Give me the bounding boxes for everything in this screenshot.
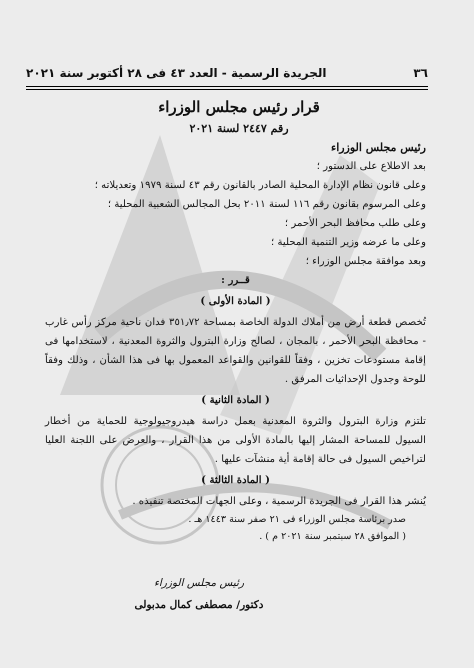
header-rule-thin [26, 89, 428, 90]
signature-role: رئيس مجلس الوزراء [153, 577, 245, 589]
decided-heading: قــرر : [221, 274, 250, 286]
preamble-line: وعلى طلب محافظ البحر الأحمر ؛ [284, 218, 426, 229]
signature-block [124, 572, 274, 616]
preamble-issuer: رئيس مجلس الوزراء [331, 141, 426, 154]
preamble-line: وعلى قانون نظام الإدارة المحلية الصادر بالقانون رقم ٤٣ لسنة ١٩٧٩ وتعديلاته ؛ [94, 180, 426, 191]
header-rule [26, 86, 428, 87]
decree-number: رقم ٢٤٤٧ لسنة ٢٠٢١ [189, 122, 289, 135]
issue-date-gregorian: ( الموافق ٢٨ سبتمبر سنة ٢٠٢١ م ) . [259, 531, 406, 542]
article-heading: ( المادة الثالثة ) [201, 474, 270, 486]
decree-title: قرار رئيس مجلس الوزراء [158, 98, 320, 116]
article-text: يُنشر هذا القرار فى الجريدة الرسمية ، وعلى الجهات المختصة تنفيذه . [132, 496, 426, 507]
preamble-line: وعلى المرسوم بقانون رقم ١١٦ لسنة ٢٠١١ بحل المجالس الشعبية المحلية ؛ [107, 199, 426, 210]
preamble-line: وعلى ما عرضه وزير التنمية المحلية ؛ [270, 237, 426, 248]
page-number: ٣٦ [413, 66, 428, 80]
preamble-line: وبعد موافقة مجلس الوزراء ؛ [305, 256, 426, 267]
article-text: تلتزم وزارة البترول والثروة المعدنية بعمل دراسة هيدروجيولوجية للحماية من أخطار السيول للمساحة المشار إليها بالمادة الأولى من هذا القرار ، والعرض على اللجنة العليا لتراخيص السيول فى حالة إقامة أية منشآت عليها . [45, 416, 426, 465]
article-heading: ( المادة الأولى ) [200, 295, 271, 307]
gazette-issue-line: الجريدة الرسمية - العدد ٤٣ فى ٢٨ أكتوبر سنة ٢٠٢١ [26, 66, 327, 80]
issue-date-hijri: صدر برئاسة مجلس الوزراء فى ٢١ صفر سنة ١٤٤٣ هـ . [188, 514, 406, 525]
article-heading: ( المادة الثانية ) [201, 394, 270, 406]
decree-heading [154, 98, 324, 135]
signature-name: دكتور/ مصطفى كمال مدبولى [134, 599, 264, 611]
preamble-line: بعد الاطلاع على الدستور ؛ [316, 161, 426, 172]
page-header [26, 62, 428, 84]
article-text: تُخصص قطعة أرض من أملاك الدولة الخاصة بمساحة ٣٥١٫٧٢ فدان ناحية مركز رأس غارب - محافظة البحر الأحمر ، بالمجان ، لصالح وزارة البترول والثروة المعدنية ، لاستخدامها فى إقامة مستودعات تخزين ، وفقاً للقوانين والقواعد المعمول بها فى هذا الشأن ، وذلك وفقاً للوحة وجدول الإحداثيات المرفق . [45, 317, 426, 385]
decree-body [45, 138, 426, 545]
